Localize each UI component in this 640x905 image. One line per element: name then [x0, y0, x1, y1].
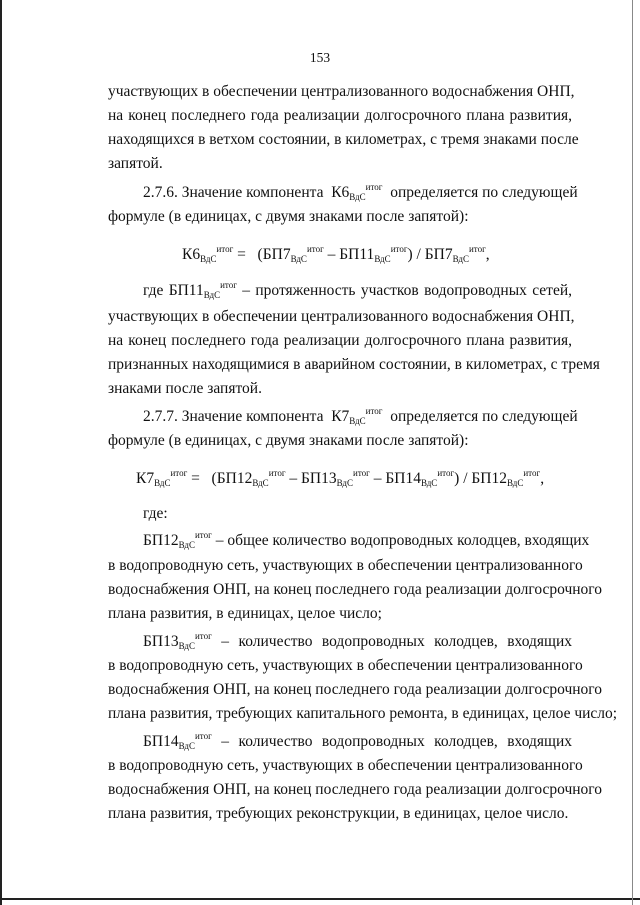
text-line: участвующих в обеспечении централизованного водоснабжения ОНП, [108, 308, 575, 325]
text-line: участвующих в обеспечении централизованного водоснабжения ОНП, [108, 83, 575, 100]
scan-edge-left [0, 0, 2, 905]
text-line: $БП12_{ВдС}^{итог}$ – общее количество водопроводных колодцев, входящих [143, 530, 590, 550]
text-line: в водопроводную сеть, участвующих в обеспечении централизованного [108, 657, 583, 674]
text-line: где: [143, 505, 168, 522]
text-line: где $БП11_{ВдС}^{итог}$ – протяженность участков водопроводных сетей, [143, 280, 572, 300]
symbol-bp13: $БП13_{ВдС}^{итог}$ [143, 631, 212, 651]
text-line: $БП13_{ВдС}^{итог}$ – количество водопроводных колодцев, входящих [143, 631, 572, 651]
formula-k7: $К7_{ВдС}^{итог}$ = $(БП12_{ВдС}^{итог} - БП13_{ВдС}^{итог} - БП14_{ВдС}^{итог}) / БП12_{ВдС}^{итог}$, [136, 468, 545, 488]
text-line: формуле (в единицах, с двумя знаками после запятой): [108, 208, 469, 225]
text-line: формуле (в единицах, с двумя знаками после запятой): [108, 432, 469, 449]
symbol-k7: $К7_{ВдС}^{итог}$ [331, 406, 383, 426]
text-line: плана развития, требующих капитального ремонта, в единицах, целое число; [108, 705, 618, 722]
scan-edge-bottom [0, 898, 640, 900]
formula-k6: $К6_{ВдС}^{итог}$ = $(БП7_{ВдС}^{итог} - БП11_{ВдС}^{итог}) / БП7_{ВдС}^{итог}$, [182, 244, 490, 264]
text-line: плана развития, требующих реконструкции, в единицах, целое число. [108, 805, 569, 822]
text-line: в водопроводную сеть, участвующих в обеспечении централизованного [108, 557, 583, 574]
text-line: в водопроводную сеть, участвующих в обеспечении централизованного [108, 757, 583, 774]
text-line: находящихся в ветхом состоянии, в километрах, с тремя знаками после [108, 131, 579, 148]
text-line: 2.7.6. Значение компонента $К6_{ВдС}^{итог}$ определяется по следующей [143, 182, 578, 202]
text-line: на конец последнего года реализации долгосрочного плана развития, [108, 332, 572, 349]
scan-edge-right [632, 0, 633, 905]
text-line: на конец последнего года реализации долгосрочного плана развития, [108, 107, 572, 124]
symbol-bp14: $БП14_{ВдС}^{итог}$ [143, 731, 212, 751]
text-line: плана развития, в единицах, целое число; [108, 605, 382, 622]
symbol-bp11: $БП11_{ВдС}^{итог}$ [168, 280, 237, 300]
text-line: $БП14_{ВдС}^{итог}$ – количество водопроводных колодцев, входящих [143, 731, 572, 751]
text-line: запятой. [108, 155, 163, 172]
text-line: водоснабжения ОНП, на конец последнего года реализации долгосрочного [108, 781, 603, 798]
symbol-k6: $К6_{ВдС}^{итог}$ [331, 182, 383, 202]
text-line: признанных находящимися в аварийном состоянии, в километрах, с тремя [108, 356, 600, 373]
text-line: водоснабжения ОНП, на конец последнего года реализации долгосрочного [108, 581, 603, 598]
symbol-bp12: $БП12_{ВдС}^{итог}$ [143, 530, 212, 550]
text-line: знаками после запятой. [108, 380, 262, 397]
page-number: 153 [309, 50, 331, 65]
text-line: 2.7.7. Значение компонента $К7_{ВдС}^{итог}$ определяется по следующей [143, 406, 578, 426]
text-line: водоснабжения ОНП, на конец последнего года реализации долгосрочного [108, 681, 603, 698]
